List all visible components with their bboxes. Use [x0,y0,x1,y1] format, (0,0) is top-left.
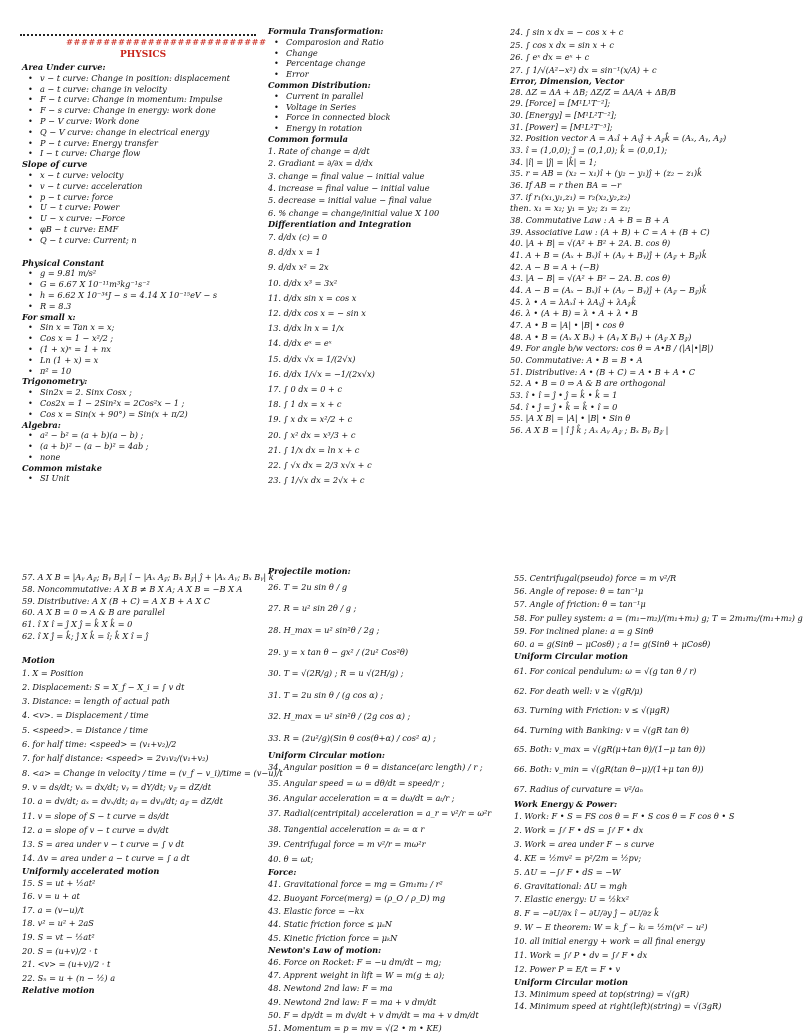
formula-line: 14. Minimum speed at right(left)(string) = √(3gR) [514,1000,722,1011]
bullet-item: • π² = 10 [22,366,262,377]
formula-line: 46. Force on Rocket: F = −u dm/dt − mg; [268,957,442,968]
formula-line: 64. Turning with Banking: v = √(gR tan θ) [514,724,689,735]
formula-line: 20. ∫ x² dx = x³/3 + c [268,429,356,440]
bullet-item: • R = 8.3 [22,301,262,312]
formula-line: 1. X = Position [22,667,84,678]
formula-line: 35. Angular speed = ω = dθ/dt = speed/r ; [268,777,445,788]
formula-line: 35. r = AB = (x₂ − x₁)î + (y₂ − y₁)ĵ + (z₂ − z₁)k̂ [510,168,703,179]
formula-line: 10. all initial energy + work = all final energy [514,936,705,947]
page-title: PHYSICS [120,50,167,60]
formula-line: 21. <v> = (u+v)/2 · t [22,959,111,970]
formula-line: 14. d/dx eˣ = eˣ [268,338,332,349]
formula-line: 52. A • B = 0 ⇒ A & B are orthogonal [510,378,666,389]
formula-line: 16. v = u + at [22,891,80,902]
formula-line: 45. λ • A = λAₓî + λAᵧĵ + λA𝓏k̂ [510,296,637,307]
formula-line: 67. Radius of curvature = v²/aₙ [514,783,643,794]
bullet-item: • Cos2x = 1 − 2Sin²x = 2Cos²x − 1 ; [22,398,262,409]
formula-line: 12. Power P = E/t = F • v [514,963,621,974]
formula-line: 22. ∫ √x dx = 2/3 x√x + c [268,460,372,471]
formula-line: 4. KE = ½mv² = p²/2m = ½pv; [514,852,642,863]
section-title: Motion [22,654,55,665]
bullet-item: • Voltage in Series [268,102,500,113]
formula-line: 56. Angle of repose: θ = tan⁻¹μ [514,586,644,597]
formula-line: 15. S = ut + ½at² [22,877,96,888]
formula-line: 39. Associative Law : (A + B) + C = A + (B + C) [510,226,710,237]
formula-line: 10. d/dx x³ = 3x² [268,277,338,288]
formula-line: 57. A X B = |Aᵧ A𝓏; Bᵧ B𝓏| î − |Aₓ A𝓏; Bₓ B𝓏| ĵ + |Aₓ Aᵧ; Bₓ Bᵧ| k̂ [22,572,274,582]
bullet-item: • Energy in rotation [268,123,500,134]
col3-top [510,26,762,436]
bullet-item: • Current in parallel [268,91,500,102]
formula-line: 44. A − B = (Aₓ − Bₓ)î + (Aᵧ − Bᵧ)ĵ + (A𝓏 − B𝓏)k̂ [510,284,707,295]
formula-line: 61. î X î = ĵ X ĵ = k̂ X k̂ = 0 [22,619,133,630]
di-list [268,230,500,488]
formula-line: 50. F = dp/dt = m dv/dt + v dm/dt = ma + v dm/dt [268,1009,479,1020]
section-title: Physical Constant [22,257,105,268]
formula-line: 41. A + B = (Aₓ + Bₓ)î + (Aᵧ + Bᵧ)ĵ + (A𝓏 + B𝓏)k̂ [510,249,707,260]
formula-line: 13. d/dx ln x = 1/x [268,323,344,334]
section-title: Uniformly accelerated motion [22,865,160,876]
formula-line: 55. |A X B| = |A| • |B| • Sin θ [510,413,631,424]
bullet-item: • Error [268,69,500,80]
section-title: Algebra: [22,419,61,430]
section-title: Force: [268,867,297,878]
formula-line: 62. For death well: v ≥ √(gR/μ) [514,685,643,696]
col2-bottom [268,566,504,1035]
formula-line: 11. d/dx sin x = cos x [268,292,357,303]
formula-line: 25. ∫ cos x dx = sin x + c [510,39,614,50]
bullet-item: • Ln (1 + x) = x [22,355,262,366]
formula-line: 20. S = (u+v)/2 · t [22,945,98,956]
bullet-item: • v − t curve: acceleration [22,181,262,192]
formula-line: 9. v = ds/dt; vₓ = dx/dt; vᵧ = dY/dt; v𝓏 = dZ/dt [22,781,212,792]
formula-line: 32. Position vector A = Aₓî + Aᵧĵ + A𝓏k̂ = (Aₓ, Aᵧ, A𝓏) [510,133,727,144]
bullet-item: • Sin x = Tan x = x; [22,322,262,333]
formula-line: 50. Commutative: A • B = B • A [510,354,643,365]
formula-line: 32. H_max = u² sin²θ / (2g cos α) ; [268,711,411,722]
formula-line: 58. For pulley system: a = (m₁−m₂)/(m₁+m₂) g; T = 2m₁m₂/(m₁+m₂) g [514,612,803,623]
formula-line: 10. a = dv/dt; aₓ = dvₓ/dt; aᵧ = dvᵧ/dt; a𝓏 = dZ/dt [22,796,223,807]
formula-line: 19. S = vt − ½at² [22,931,95,942]
bullet-item: • Percentage change [268,58,500,69]
formula-line: 24. ∫ sin x dx = − cos x + c [510,27,624,37]
bullet-item: • Force in connected block [268,112,500,123]
formula-line: 18. ∫ 1 dx = x + c [268,399,342,410]
formula-line: 19. ∫ x dx = x²/2 + c [268,414,353,425]
section-title: Differentiation and Integration [268,219,412,230]
formula-line: 12. a = slope of v − t curve = dv/dt [22,824,169,835]
formula-line: 3. change = final value − initial value [268,170,425,181]
formula-line: 9. W − E theorem: W = k_f − kᵢ = ½m(v² − u²) [514,922,708,933]
formula-line: 44. Static friction force ≤ μₛN [268,919,392,930]
formula-line: 51. Momentum = p = mv = √(2 • m • KE) [268,1023,442,1034]
section-title: Work Energy & Power: [514,799,618,810]
formula-line: 12. d/dx cos x = − sin x [268,308,366,319]
formula-line: 61. For conical pendulum: ω = √(g tan θ / r) [514,666,697,677]
bullet-item: • a − t curve: change in velocity [22,84,262,95]
bullet-item: • SI Unit [22,473,262,484]
formula-line: 2. Displacement: S = X_f − X_i = ∫ v dt [22,681,185,692]
formula-line: 5. decrease = initial value − final value [268,195,432,206]
bullet-item: • I − t curve: Charge flow [22,148,262,159]
bullet-item: • Cos x = Sin(x + 90°) = Sin(x + π/2) [22,409,262,420]
formula-line: 22. Sₙ = u + (n − ½) a [22,972,116,983]
col3-bottom [514,572,803,1012]
mistake-list [22,473,262,484]
formula-line: 40. θ = ωt; [268,854,314,865]
section-title: Common formula [268,133,348,144]
slope-list [22,170,262,246]
formula-line: 6. % change = change/initial value X 100 [268,207,440,218]
formula-line: 59. For inclined plane: a = g Sinθ [514,625,654,636]
newton-list [268,956,504,1035]
bullet-item: • Sin2x = 2. Sinx Cosx ; [22,387,262,398]
formula-line: 49. For angle b/w vectors: cos θ = A•B / (|A|•|B|) [510,343,714,354]
bullet-item: • F − t curve: Change in momentum: Impulse [22,94,262,105]
formula-line: 11. v = slope of S − t curve = ds/dt [22,810,169,821]
bullet-item: • Comparosion and Ratio [268,37,500,48]
formula-line: 6. for half time: <speed> = (v₁+v₂)/2 [22,739,177,750]
formula-line: 42. A − B = A + (−B) [510,261,599,272]
formula-line: 17. ∫ 0 dx = 0 + c [268,384,343,395]
formula-line: 30. T = √(2R/g) ; R = u √(2H/g) ; [268,668,404,679]
formula-line: 51. Distributive: A • (B + C) = A • B + A • C [510,366,696,377]
formula-line: 29. y = x tan θ − gx² / (2u² Cos²θ) [268,646,409,657]
bullet-item: • (a + b)² − (a − b)² = 4ab ; [22,441,262,452]
formula-line: 7. for half distance: <speed> = 2v₁v₂/(v₁+v₂) [22,753,209,764]
formula-line: 28. ΔZ = ΔA + ΔB; ΔZ/Z = ΔA/A + ΔB/B [510,86,676,97]
formula-line: 8. F = −∂U/∂x î − ∂U/∂y ĵ − ∂U/∂z k̂ [514,908,660,919]
formula-line: 14. Δv = area under a − t curve = ∫ a dt [22,853,190,864]
formula-line: 9. d/dx x² = 2x [268,262,329,273]
const-list [22,268,262,311]
section-title: Slope of curve [22,159,88,170]
formula-line: 36. Angular acceleration = α = dω/dt = aₜ/r ; [268,792,455,803]
formula-line: 3. Distance: = length of actual path [22,696,171,707]
bullet-item: • Change [268,48,500,59]
formula-line: 7. Elastic energy: U = ½kx² [514,894,630,905]
formula-line: 31. T = 2u sin θ / (g cos α) ; [268,689,384,700]
formula-line: 13. S = area under v − t curve = ∫ v dt [22,839,185,850]
formula-line: 56. A X B = | î ĵ k̂ ; Aₓ Aᵧ A𝓏 ; Bₓ Bᵧ B𝓏 | [510,424,669,435]
formula-line: 43. Elastic force = −kx [268,906,365,917]
formula-line: 3. Work = area under F − s curve [514,838,655,849]
formula-line: 15. d/dx √x = 1/(2√x) [268,353,356,364]
cf-list [268,145,500,219]
formula-line: 4. increase = final value − initial value [268,182,430,193]
bullet-item: • φB − t curve: EMF [22,224,262,235]
formula-line: 17. a = (v−u)/t [22,904,84,915]
formula-line: 34. Angular position = θ = distance(arc length) / r ; [268,762,483,773]
formula-line: 59. Distributive: A X (B + C) = A X B + A X C [22,595,211,606]
bullet-item: • Q − V curve: change in electrical energy [22,127,262,138]
formula-line: 21. ∫ 1/x dx = ln x + c [268,444,360,455]
alg-list [22,430,262,462]
formula-line: 48. A • B = (Aₓ X Bₓ) + (Aᵧ X Bᵧ) + (A𝓏 X B𝓏) [510,331,692,342]
formula-line: 8. d/dx x = 1 [268,247,321,258]
formula-line: 2. Gradiant = ∂/∂x = d/dx [268,158,373,169]
formula-line: 1. Work: F • S = FS cos θ = F • S cos θ = F cos θ • S [514,810,735,821]
formula-line: 63. Turning with Friction: v ≤ √(μgR) [514,705,670,716]
area-list [22,73,262,159]
formula-line: 53. î • î = ĵ • ĵ = k̂ • k̂ = 1 [510,389,618,400]
formula-line: 1. Rate of change = d/dt [268,145,370,156]
bullet-item: • a² − b² = (a + b)(a − b) ; [22,430,262,441]
formula-line: 45. Kinetic friction force = μₖN [268,932,398,943]
formula-line: 6. Gravitational: ΔU = mgh [514,880,628,891]
formula-line: 58. Noncommutative: A X B ≠ B X A; A X B = −B X A [22,583,243,594]
bullet-item: • Q − t curve: Current; n [22,235,262,246]
bullet-item: • v − t curve: Change in position: displacement [22,73,262,84]
formula-line: 2. Work = ∫ᵢᶠ F • dS = ∫ᵢᶠ F • dx [514,824,644,835]
formula-line: 26. ∫ eˣ dx = eˣ + c [510,52,590,62]
bullet-item: • U − t curve: Power [22,202,262,213]
bullet-item: • G = 6.67 X 10⁻¹¹m³kg⁻¹s⁻² [22,279,262,290]
formula-line: 37. Radial(centripital) acceleration = a_r = v²/r = ω²r [268,808,492,819]
formula-line: 42. Buoyant Force(merg) = (ρ_O / ρ_D) mg [268,892,446,903]
formula-line: 41. Gravitational force = mg = Gm₁m₂ / r² [268,879,443,890]
formula-line: 36. If AB = r then BA = −r [510,180,622,191]
formula-line: 39. Centrifugal force = m v²/r = mω²r [268,838,426,849]
wep-list [514,810,764,977]
proj-list [268,577,504,750]
formula-line: 46. λ • (A + B) = λ • A + λ • B [510,308,638,319]
bullet-item: • none [22,452,262,463]
formula-line: 47. Apprent weight in lift = W = m(g ± a); [268,970,445,981]
bullet-item: • U − x curve: −Force [22,213,262,224]
section-title: Newton's Law of motion: [268,945,382,956]
section-title: Projectile motion: [268,566,351,576]
misc-list [514,572,803,651]
section-title: Uniform Circular motion [514,976,628,987]
formula-line: 29. [Force] = [M¹L¹T⁻²]; [510,98,611,109]
small-list [22,322,262,376]
uam-list [22,877,264,986]
header-hashes: ########################### [66,38,267,48]
formula-line: 18. v² = u² + 2aS [22,918,94,929]
formula-line: 60. A X B = 0 ⇒ A & B are parallel [22,607,165,618]
formula-line: 5. ΔU = −∫ᵢᶠ F • dS = −W [514,866,621,877]
cd-list [268,91,500,134]
formula-line: 8. <a> = Change in velocity / time = (v_f − v_i)/time = (v−u)/t [22,767,283,778]
formula-line: 57. Angle of friction: θ = tan⁻¹μ [514,599,646,610]
formula-line: 62. î X ĵ = k̂; ĵ X k̂ = î; k̂ X î = ĵ [22,630,148,641]
motion-list [22,666,283,866]
top-dotted-rule [20,34,256,36]
bullet-item: • (1 + x)ⁿ = 1 + nx [22,344,262,355]
formula-line: 54. î • ĵ = ĵ • k̂ = k̂ • î = 0 [510,401,618,412]
ft-list [268,37,500,80]
formula-line: 5. <speed>. = Distance / time [22,724,148,735]
col1-top [22,62,262,484]
section-title: Common Distribution: [268,79,371,90]
formula-line: 28. H_max = u² sin²θ / 2g ; [268,624,380,635]
section-title: Common mistake [22,462,102,473]
bullet-item: • P − t curve: Energy transfer [22,138,262,149]
bullet-item: • h = 6.62 X 10⁻³⁴J − s = 4.14 X 10⁻¹⁵eV − s [22,290,262,301]
vec-list [22,572,274,643]
bullet-item: • F − s curve: Change in energy: work done [22,105,262,116]
section-title: Uniform Circular motion [514,651,628,662]
section-title: Uniform Circular motion: [268,749,385,760]
formula-line: 33. î = (1,0,0); ĵ = (0,1,0); k̂ = (0,0,1); [510,145,668,156]
bullet-item: • p − t curve: force [22,192,262,203]
formula-line: 34. |î| = |ĵ| = |k̂| = 1; [510,156,597,167]
section-title: Area Under curve: [22,62,106,72]
formula-line: then. x₁ = x₂; y₁ = y₂; z₁ = z₂; [510,203,631,214]
formula-line: 47. A • B = |A| • |B| • cos θ [510,319,624,330]
formula-line: 26. T = 2u sin θ / g [268,581,348,592]
trig-list [22,387,262,419]
col2-top [268,26,500,488]
bullet-item: • Cos x = 1 − x²/2 ; [22,333,262,344]
formula-line: 27. ∫ 1/√(A²−x²) dx = sin⁻¹(x/A) + c [510,64,657,75]
formula-line: 55. Centrifugal(pseudo) force = m v²/R [514,573,677,583]
formula-line: 4. <v>. = Displacement / time [22,710,149,721]
ucm2-list [514,988,764,1012]
formula-line: 7. d/dx (c) = 0 [268,232,328,242]
formula-line: 43. |A − B| = √(A² + B² − 2A. B. cos θ) [510,273,671,284]
formula-line: 38. Tangential acceleration = aₜ = α r [268,823,425,834]
section-title: Formula Transformation: [268,26,384,36]
formula-line: 37. if r₁(x₁,y₁,z₁) = r₂(x₂,y₂,z₂) [510,191,631,202]
section-title: For small x: [22,311,76,322]
formula-line: 65. Both: v_max = √(gR(μ+tan θ)/(1−μ tan θ)) [514,744,706,755]
formula-line: 49. Newtond 2nd law: F = ma + v dm/dt [268,996,437,1007]
formula-line: 27. R = u² sin 2θ / g ; [268,603,357,614]
formula-line: 11. Work = ∫ᵢᶠ P • dv = ∫ᵢᶠ F • dx [514,950,648,961]
err-list [510,87,762,437]
section-title: Relative motion [22,985,95,996]
ucm3-list [514,662,764,799]
bullet-item: • x − t curve: velocity [22,170,262,181]
section-title: Error, Dimension, Vector [510,76,624,86]
formula-line: 23. ∫ 1/√x dx = 2√x + c [268,475,365,486]
formula-line: 48. Newtond 2nd law: F = ma [268,983,393,994]
int-list [510,26,762,76]
formula-line: 40. |A + B| = √(A² + B² + 2A. B. cos θ) [510,238,671,249]
formula-line: 38. Commutative Law : A + B = B + A [510,215,670,226]
formula-line: 16. d/dx 1/√x = −1/(2x√x) [268,368,375,379]
force-list [268,878,504,945]
formula-line: 13. Minimum speed at top(string) = √(gR) [514,988,690,999]
formula-line: 60. a = g(Sinθ − μCosθ) ; a != g(Sinθ + μCosθ) [514,639,711,650]
formula-line: 66. Both: v_min = √(gR(tan θ−μ)/(1+μ tan θ)) [514,763,704,774]
bullet-item: • g = 9.81 m/s² [22,268,262,279]
section-title: Trigonometry: [22,376,88,387]
formula-line: 31. [Power] = [M¹L²T⁻³]; [510,121,613,132]
formula-line: 30. [Energy] = [M¹L²T⁻²]; [510,110,617,121]
bullet-item: • P − V curve: Work done [22,116,262,127]
formula-line: 33. R = (2u²/g)(Sin θ cos(θ+α) / cos² α) ; [268,732,436,743]
ucm-list [268,760,504,867]
